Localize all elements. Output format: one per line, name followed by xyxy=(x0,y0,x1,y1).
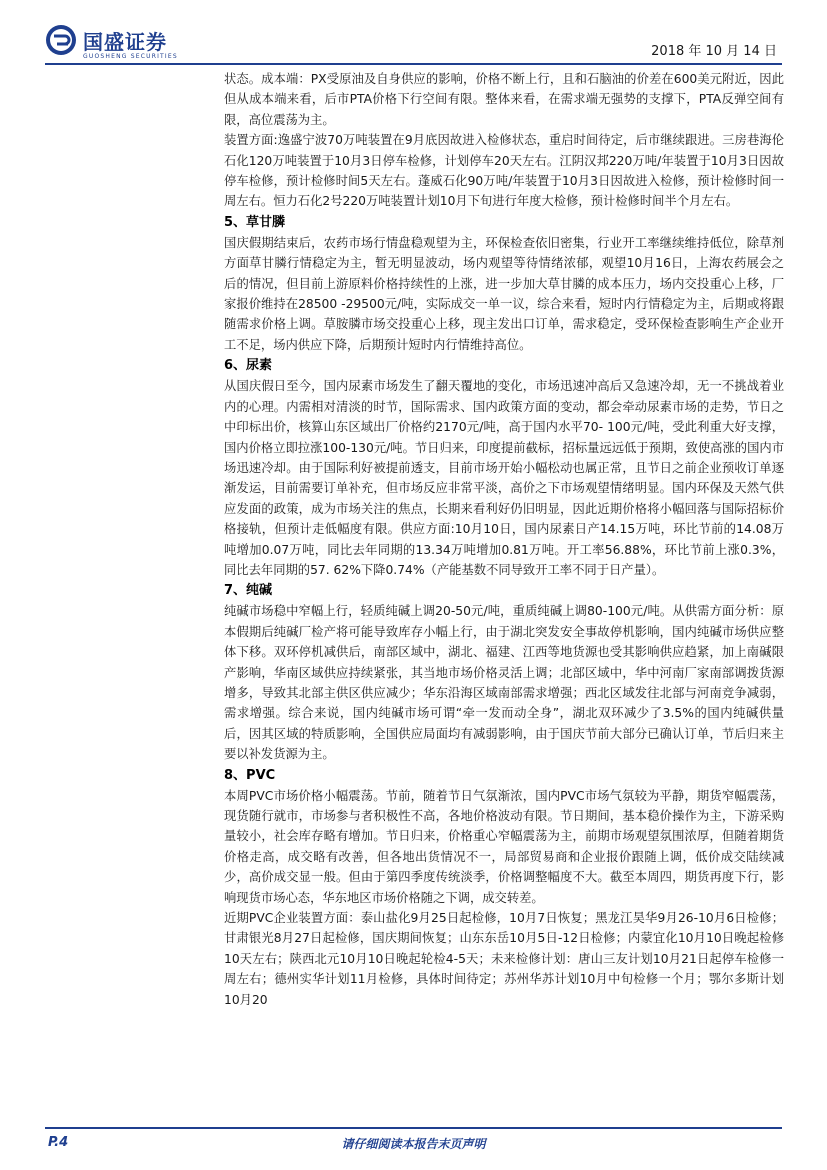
section-heading: 7、纯碱 xyxy=(224,583,273,599)
body-paragraph: 状态。成本端：PX受原油及自身供应的影响，价格不断上行，且和石脑油的价差在600美元附近，因此但从成本端来看，后市PTA价格下行空间有限。整体来看，在需求端无强势的支撑下，PTA反弹空间有限，高位震荡为主。 xyxy=(224,72,784,127)
footer-divider xyxy=(45,1127,782,1129)
body-paragraph: 纯碱市场稳中窄幅上行，轻质纯碱上调20-50元/吨，重质纯碱上调80-100元/吨。从供需方面分析：原本假期后纯碱厂检产将可能导致库存小幅上行，由于湖北突发安全事故停机影响，国内纯碱市场供应整体下移。双环停机减供后，南部区域中，湖北、福建、江西等地货源也受其影响供应趋紧，加上南碱限产影响，华南区域供应持续紧张，其当地市场价格灵活上调；北部区域中，华中河南厂家南部调拨货源增多，导致其北部主供区供应减少；华东沿海区域南部需求增强；西北区域发往北部与河南竞争减弱，需求增强。综合来说，国内纯碱市场可谓“牵一发而动全身”，湖北双环减少了3.5%的国内纯碱供量后，因其区域的特质影响，全国供应局面均有减弱影响，由于国庆节前大部分已确认订单，节后归来主要以补发货源为主。 xyxy=(224,604,784,762)
brand-name: 国盛证券 xyxy=(83,30,167,54)
body-paragraph: 装置方面:逸盛宁波70万吨装置在9月底因故进入检修状态，重启时间待定，后市继续跟进。三房巷海伦石化120万吨装置于10月3日停车检修，计划停车20天左右。江阴汉邦220万吨/年装置于10月3日因故停车检修，预计检修时间5天左右。蓬威石化90万吨/年装置于10月3日因故进入检修，预计检修时间一周左右。恒力石化2号220万吨装置计划10月下旬进行年度大检修，预计检修时间半个月左右。 xyxy=(224,133,784,209)
page-footer xyxy=(0,1133,827,1157)
body-paragraph: 本周PVC市场价格小幅震荡。节前，随着节日气氛渐浓，国内PVC市场气氛较为平静，期货窄幅震荡，现货随行就市，市场参与者积极性不高，各地价格波动有限。节日期间，基本稳价操作为主，下游采购量较小，社会库存略有增加。节日归来，价格重心窄幅震荡为主，前期市场观望氛围浓厚，但随着期货价格走高，成交略有改善，但各地出货情况不一，局部贸易商和企业报价跟随上调，低价成交陆续减少，高价成交显一般。但由于第四季度传统淡季，价格调整幅度不大。截至本周四，期货再度下行，影响现货市场心态，华东地区市场价格随之下调，成交转差。 xyxy=(224,788,784,905)
page-number: P.4 xyxy=(48,1135,69,1150)
section-heading: 5、草甘膦 xyxy=(224,214,286,230)
header-divider xyxy=(45,63,782,65)
body-paragraph: 从国庆假日至今，国内尿素市场发生了翻天覆地的变化，市场迅速冲高后又急速冷却，无一不挑战着业内的心理。内需相对清淡的时节，国际需求、国内政策方面的变动，都会牵动尿素市场的走势，节日之中印标出价，核算山东区域出厂价格约2170元/吨，高于国内水平70- 100元/吨，受此利重大好支撑，国内价格立即拉涨100-130元/吨。节日归来，印度提前截标，招标量远远低于预期，致使高涨的国内市场迅速冷却。由于国际利好被提前透支，目前市场开始小幅松动也属正常，且节日之前企业预收订单逐渐发运，目前需要订单补充，但市场反应非常平淡，高价之下市场观望情绪明显。国内环保及天然气供应发面的政策，成为市场关注的焦点，长期来看利好仍旧明显，因此近期价格将小幅回落与国际招标价格接轨，但预计走低幅度有限。供应方面:10月10日，国内尿素日产14.15万吨，环比节前的14.08万吨增加0.07万吨，同比去年同期的13.34万吨增加0.81万吨。开工率56.88%，环比节前上涨0.3%，同比去年同期的57. 62%下降0.74%（产能基数不同导致开工率不同于日产量）。 xyxy=(224,379,784,577)
section-heading: 8、PVC xyxy=(224,767,276,783)
section-heading: 6、尿素 xyxy=(224,358,273,374)
disclaimer-notice: 请仔细阅读本报告末页声明 xyxy=(341,1137,486,1151)
report-body xyxy=(224,69,784,1010)
body-paragraph: 近期PVC企业装置方面：泰山盐化9月25日起检修，10月7日恢复；黑龙江昊华9月26-10月6日检修；甘肃银光8月27日起检修，国庆期间恢复；山东东岳10月5日-12日检修；内蒙宜化10月10日晚起检修10天左右；陕西北元10月10日晚起轮检4-5天；未来检修计划：唐山三友计划10月21日起停车检修一周左右；德州实华计划11月检修，具体时间待定；苏州华苏计划10月中旬检修一个月；鄂尔多斯计划10月20 xyxy=(224,911,784,1007)
body-paragraph: 国庆假期结束后，农药市场行情盘稳观望为主，环保检查依旧密集，行业开工率继续维持低位，除草剂方面草甘膦行情稳定为主，暂无明显波动，场内观望等待情绪浓郁，观望10月16日，上海农药展会之后的情况，但目前上游原料价格持续性的上涨，进一步加大草甘膦的成本压力，场内交投重心上移，厂家报价维持在28500 -29500元/吨，实际成交一单一议，综合来看，短时内行情稳定为主，后期或将跟随需求价格上调。草胺膦市场交投重心上移，现主发出口订单，需求稳定，受环保检查影响生产企业开工不足，场内供应下降，后期预计短时内行情维持高位。 xyxy=(224,235,784,352)
report-date: 2018 年 10 月 14 日 xyxy=(651,44,777,59)
brand-name-en: GUOSHENG SECURITIES xyxy=(83,53,178,60)
page-header xyxy=(0,0,827,66)
brand-logo-icon xyxy=(45,24,77,56)
